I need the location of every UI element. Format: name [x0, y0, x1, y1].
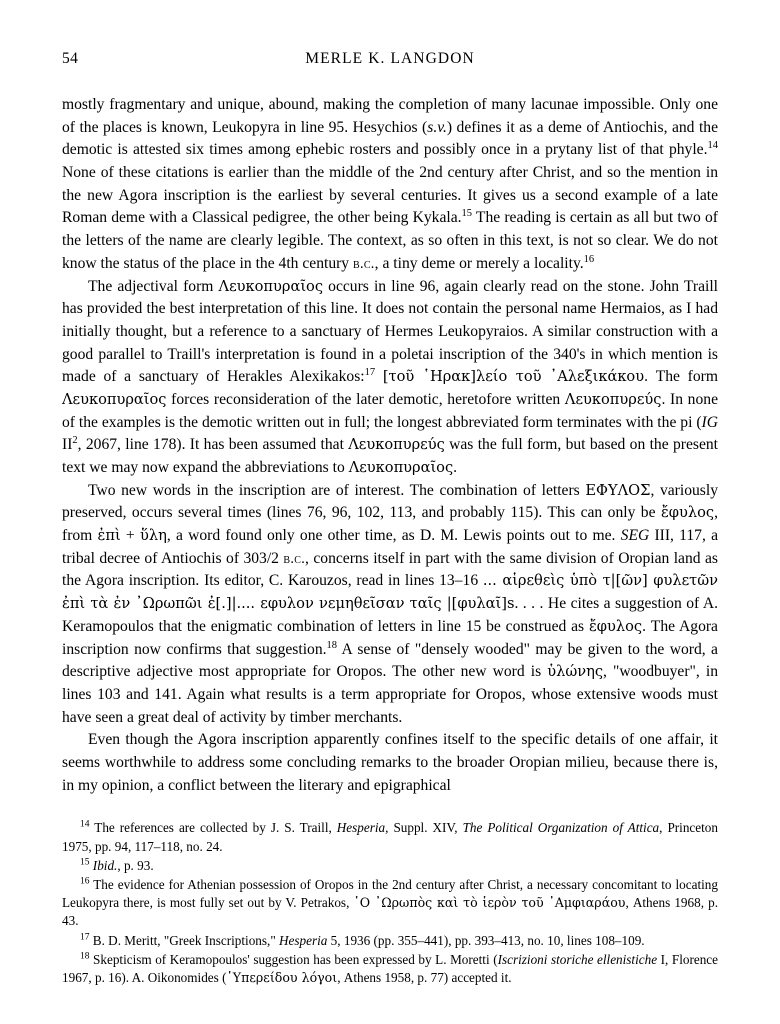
- footnote: $^{16}$ The evidence for Athenian possession of Oropos in the 2nd century after Christ, a necessary concomitant to locating Leukopyra there, is most fully set out by V. Petrakos, ῾Ο ᾽Ωρωπὸς καὶ τὸ ἱερὸν τοῦ ᾽Αμφιαράου, Athens 1968, p. 43.: [62, 876, 718, 929]
- footnote: $^{14}$ The references are collected by J. S. Traill, Hesperia, Suppl. XIV, The Political Organization of Attica, Princeton 1975, pp. 94, 117–118, no. 24.: [62, 819, 718, 854]
- footnote: $^{15}$ Ibid., p. 93.: [80, 857, 154, 873]
- footnote: $^{18}$ Skepticism of Keramopoulos' suggestion has been expressed by L. Moretti (Iscrizioni storiche ellenistiche I, Florence 1967, p. 16). A. Oikonomides (῾Υπερείδου λόγοι, Athens 1958, p. 77) accepted it.: [62, 951, 718, 986]
- body-paragraph: Even though the Agora inscription apparently confines itself to the specific details of one affair, it seems worthwhile to address some concluding remarks to the broader Oropian milieu, because there is, in my opinion, a conflict between the literary and epigraphical: [62, 731, 718, 794]
- footnote: $^{17}$ B. D. Meritt, "Greek Inscriptions," Hesperia 5, 1936 (pp. 355–441), pp. 393–413, no. 10, lines 108–109.: [80, 932, 645, 948]
- body-paragraph: Two new words in the inscription are of interest. The combination of letters ΕΦΥΛΟΣ, variously preserved, occurs several times (lines 76, 96, 102, 113, and probably 115). This can only be ἔφυλος, from ἐπὶ + ὕλη, a word found only one other time, as D. M. Lewis points out to me. SEG III, 117, a tribal decree of Antiochis of 303/2 b.c., concerns itself in part with the same division of Oropian land as the Agora inscription. Its editor, C. Karouzos, read in lines 13–16 ... αἱρεθεὶς ὑπὸ τ|[ῶν] φυλετῶν ἐπὶ τὰ ἐν ᾽Ωρωπῶι ἐ[.]|.... εφυλον νεμηθεῖσαν ταῖς |[φυλαῖ]s. . . . He cites a suggestion of A. Keramopoulos that the enigmatic combination of letters in line 15 be construed as ἔφυλος. The Agora inscription now confirms that suggestion.$^{18}$ A sense of "densely wooded" may be given to the word, a descriptive adjective most appropriate for Oropos. The other new word is ὑλώνης, "woodbuyer", in lines 103 and 141. Again what results is a term appropriate for Oropos, whose extensive woods must have seen a great deal of activity by timber merchants.: [62, 481, 719, 726]
- running-head: [62, 50, 718, 84]
- body-paragraph: mostly fragmentary and unique, abound, making the completion of many lacunae impossible. Only one of the places is known, Leukopyra in line 95. Hesychios (s.v.) defines it as a deme of Antiochis, and the demotic is attested six times among ephebic rosters and possibly once in a prytany list of that phyle.$^{14}$ None of these citations is earlier than the middle of the 2nd century after Christ, and so the mention in the new Agora inscription is the earliest by several centuries. It gives us a second example of a late Roman deme with a Classical pedigree, the other being Kykala.$^{15}$ The reading is certain as all but two of the letters of the name are clearly legible. The context, as so often in this text, is not so clear. We do not know the status of the place in the 4th century b.c., a tiny deme or merely a locality.$^{16}$: [62, 96, 718, 272]
- running-head-title: MERLE K. LANGDON: [305, 50, 475, 67]
- page-number: 54: [62, 50, 79, 67]
- body-text: [62, 94, 718, 797]
- footnotes: [62, 819, 718, 987]
- body-paragraph: The adjectival form Λευκοπυραῖος occurs in line 96, again clearly read on the stone. John Traill has provided the best interpretation of this line. It does not contain the personal name Hermaios, as I had initially thought, but a reference to a sanctuary of Hermes Leukopyraios. A similar construction with a good parallel to Traill's interpretation is found in a poletai inscription of the 340's in which mention is made of a sanctuary of Herakles Alexikakos:$^{17}$ [τοῦ ῾Ηρακ]λείο τοῦ ᾽Αλεξικάκου. The form Λευκοπυραῖος forces reconsideration of the later demotic, heretofore written Λευκοπυρεύς. In none of the examples is the demotic written out in full; the longest abbreviated form terminates with the pi (IG $II^2$, 2067, line 178). It has been assumed that Λευκοπυρεύς was the full form, but based on the present text we may now expand the abbreviations to Λευκοπυραῖος.: [62, 277, 718, 476]
